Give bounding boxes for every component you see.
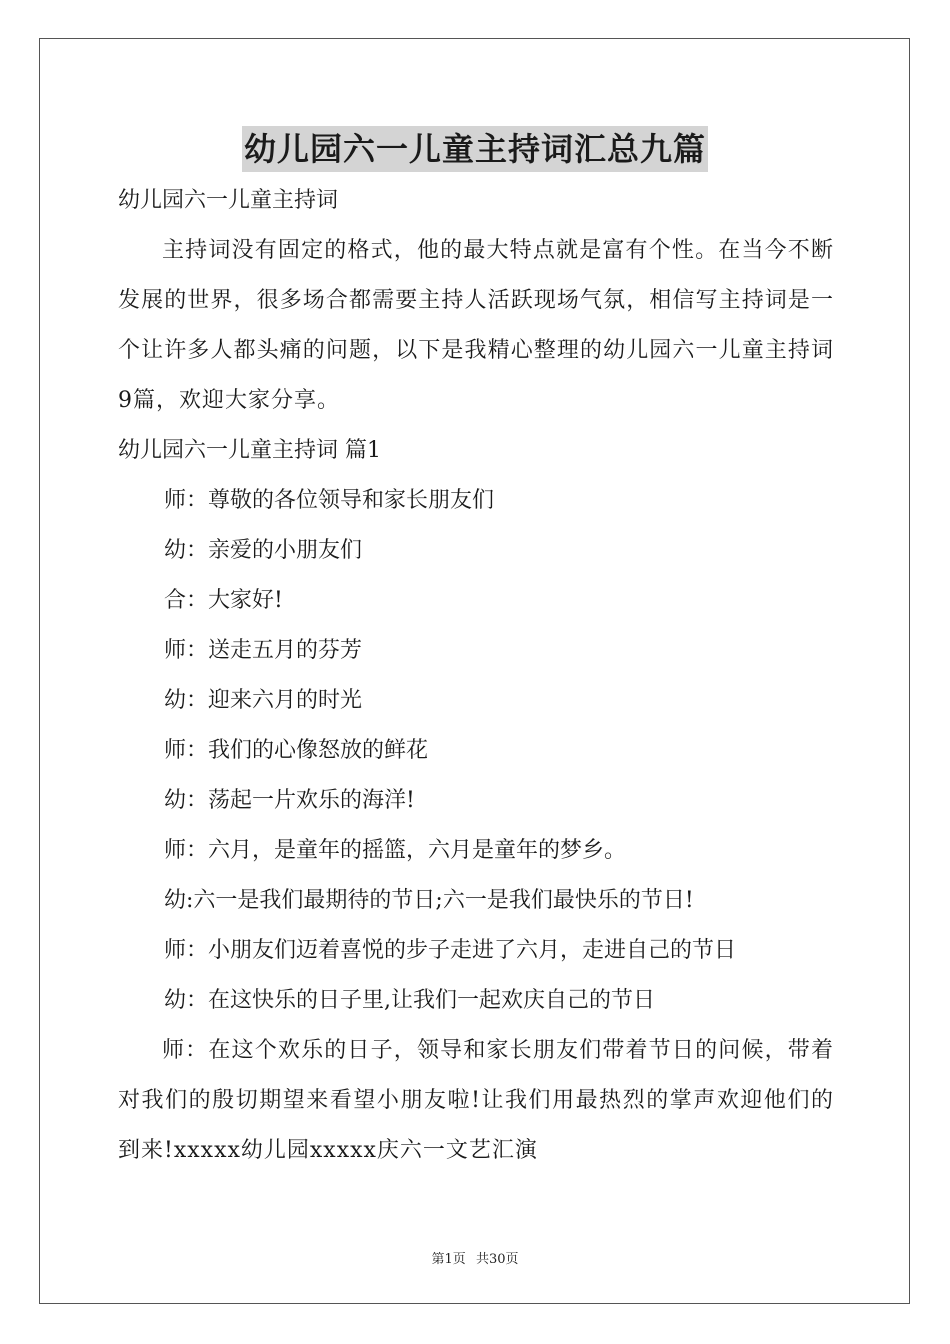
script-line: 幼：荡起一片欢乐的海洋! (164, 788, 415, 813)
script-line: 合：大家好! (164, 588, 283, 613)
script-line: 师：我们的心像怒放的鲜花 (164, 738, 429, 763)
section-heading: 幼儿园六一儿童主持词 篇1 (118, 438, 381, 463)
page-footer (0, 1248, 950, 1267)
script-line: 幼：亲爱的小朋友们 (164, 538, 363, 563)
intro-paragraph: 主持词没有固定的格式，他的最大特点就是富有个性。在当今不断发展的世界，很多场合都需要主持人活跃现场气氛，相信写主持词是一个让许多人都头痛的问题，以下是我精心整理的幼儿园六一儿童主持词9篇，欢迎大家分享。 (118, 238, 834, 413)
page-total: 共30页 (475, 1252, 519, 1267)
document-title: 幼儿园六一儿童主持词汇总九篇 (242, 126, 708, 172)
script-line: 幼：在这快乐的日子里,让我们一起欢庆自己的节日 (164, 988, 655, 1013)
document-subtitle: 幼儿园六一儿童主持词 (118, 188, 339, 213)
script-line: 师：尊敬的各位领导和家长朋友们 (164, 488, 495, 513)
script-line: 幼：迎来六月的时光 (164, 688, 363, 713)
script-line: 师：六月，是童年的摇篮，六月是童年的梦乡。 (164, 838, 627, 863)
page-number: 第1页 (431, 1252, 466, 1267)
script-line: 师：小朋友们迈着喜悦的步子走进了六月，走进自己的节日 (164, 938, 737, 963)
script-line: 幼:六一是我们最期待的节日;六一是我们最快乐的节日! (164, 888, 694, 913)
document-body (118, 176, 834, 1176)
title-container (0, 126, 950, 172)
script-line: 师：送走五月的芬芳 (164, 638, 363, 663)
closing-paragraph: 师：在这个欢乐的日子，领导和家长朋友们带着节日的问候，带着对我们的殷切期望来看望小朋友啦!让我们用最热烈的掌声欢迎他们的到来!xxxxx幼儿园xxxxx庆六一文艺汇演 (118, 1038, 834, 1163)
